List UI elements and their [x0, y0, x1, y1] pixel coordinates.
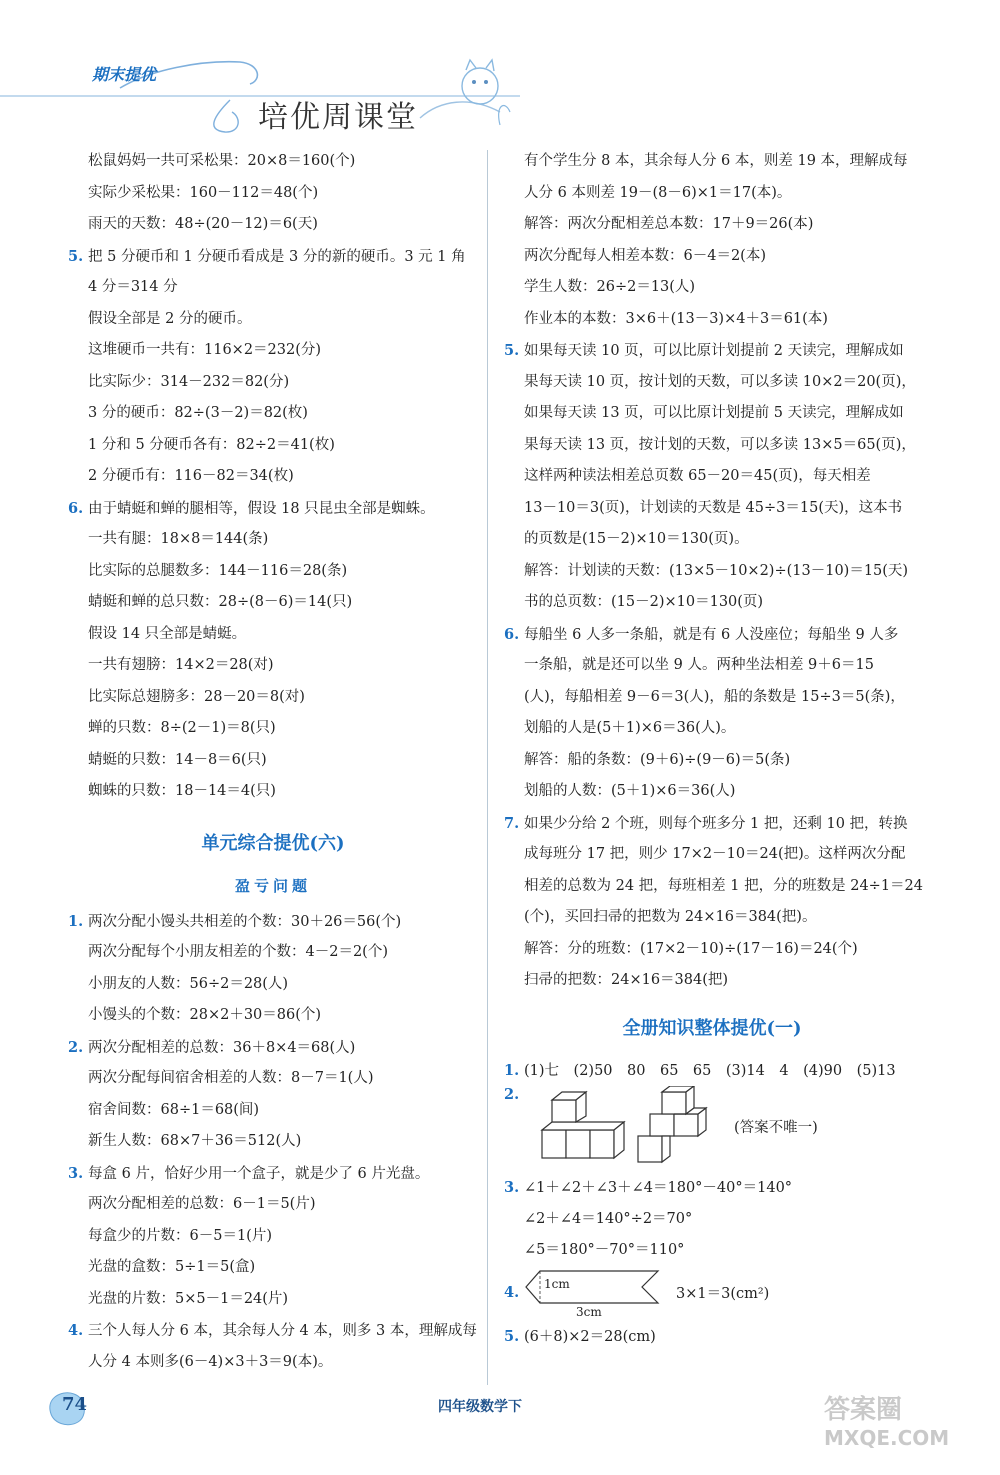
answer-line: 松鼠妈妈一共可采松果：20×8＝160(个)	[88, 153, 356, 169]
answer-line: 人分 6 本则差 19－(8－6)×1＝17(本)。	[524, 184, 792, 201]
question-number: 4.	[68, 1322, 84, 1339]
answer-line: 比实际的总腿数多：144－116＝28(条)	[88, 562, 348, 579]
answer-line: (个)，买回扫帚的把数为 24×16＝384(把)。	[524, 909, 817, 925]
question-text: 如果少分给 2 个班，则每个班多分 1 把，还剩 10 把，转换	[524, 815, 908, 832]
answer-line: 比实际总翅膀多：28－20＝8(对)	[88, 688, 305, 705]
page-title: 培优周课堂	[258, 100, 418, 135]
question-number: 5.	[504, 342, 520, 359]
question-text: 由于蜻蜓和蝉的腿相等，假设 18 只昆虫全部是蜘蛛。	[88, 500, 435, 517]
answer-line: 3 分的硬币：82÷(3－2)＝82(枚)	[88, 405, 308, 421]
question-1	[504, 1055, 920, 1087]
answer-line: 的页数是(15－2)×10＝130(页)。	[524, 531, 749, 547]
answer-line: 13－10＝3(页)，计划读的天数是 45÷3＝15(天)，这本书	[524, 499, 903, 516]
question-number: 1.	[504, 1061, 520, 1079]
answer-line: 扫帚的把数：24×16＝384(把)	[524, 972, 729, 988]
page-number: 74	[62, 1394, 88, 1415]
answer-line: 一条船，就是还可以坐 9 人。两种坐法相差 9＋6＝15	[524, 657, 874, 673]
left-column	[68, 146, 478, 1378]
answer-line: 一共有腿：18×8＝144(条)	[88, 531, 269, 547]
question-7	[504, 808, 920, 840]
section-subtitle: 盈亏问题	[234, 876, 311, 895]
question-number: 2.	[68, 1038, 84, 1056]
question-2	[68, 1032, 478, 1064]
answer-line: 相差的总数为 24 把，每班相差 1 把，分的班数是 24÷1＝24	[524, 877, 923, 894]
answer-line: 新生人数：68×7＋36＝512(人)	[88, 1133, 302, 1149]
question-3	[68, 1158, 478, 1190]
question-1	[68, 906, 478, 938]
answer-line: 蝉的只数：8÷(2－1)＝8(只)	[88, 720, 276, 736]
question-5	[504, 335, 920, 367]
answer-line: 实际少采松果：160－112＝48(个)	[88, 184, 319, 201]
answer-line: 蜘蛛的只数：18－14＝4(只)	[88, 783, 276, 799]
section-title: 单元综合提优(六)	[201, 832, 345, 854]
answer-line: 每盒少的片数：6－5＝1(片)	[88, 1227, 272, 1244]
question-text: 两次分配小馒头共相差的个数：30＋26＝56(个)	[88, 913, 402, 930]
answer-line: 有个学生分 8 本，其余每人分 6 本，则差 19 本，理解成每	[524, 153, 908, 169]
area-formula: 3×1＝3(cm²)	[676, 1286, 770, 1302]
column-divider	[487, 150, 488, 1385]
page-header	[0, 0, 1000, 150]
answer-line: ∠5＝180°－70°＝110°	[524, 1242, 685, 1258]
cube-figure	[538, 1086, 728, 1166]
watermark-text: 答案圈	[824, 1395, 903, 1425]
question-5	[504, 1321, 920, 1353]
watermark	[824, 1389, 994, 1469]
answer-line: 解答：两次分配相差总本数：17＋9＝26(本)	[524, 216, 814, 232]
question-number: 7.	[504, 814, 520, 832]
question-number: 2.	[504, 1086, 520, 1103]
right-column	[504, 146, 923, 1352]
brand-logo: 期末提优	[92, 65, 157, 84]
question-2	[504, 1086, 920, 1166]
answer-line: (人)，每船相差 9－6＝3(人)，船的条数是 15÷3＝5(条)，	[524, 688, 905, 705]
answer-line: 宿舍间数：68÷1＝68(间)	[88, 1101, 260, 1118]
answer-line: 两次分配每个小朋友相差的个数：4－2＝2(个)	[88, 944, 388, 960]
answer-line: 这样两种读法相差总页数 65－20＝45(页)，每天相差	[524, 468, 871, 484]
answer-note: (答案不唯一)	[734, 1119, 818, 1136]
watermark-url: MXQE.COM	[824, 1426, 950, 1450]
question-text: 如果每天读 10 页，可以比原计划提前 2 天读完，理解成如	[524, 343, 904, 359]
question-5	[68, 241, 478, 273]
inner-length-label: 1cm	[544, 1276, 570, 1291]
question-6	[68, 493, 478, 525]
answer-line: 两次分配每人相差本数：6－4＝2(本)	[524, 247, 766, 264]
answer-line: 书的总页数：(15－2)×10＝130(页)	[524, 594, 764, 610]
answer-line: 假设全部是 2 分的硬币。	[88, 310, 252, 327]
answer-line: 成每班分 17 把，则少 17×2－10＝24(把)。这样两次分配	[524, 846, 906, 862]
question-3	[504, 1172, 920, 1204]
answer-line: 果每天读 10 页，按计划的天数，可以多读 10×2＝20(页)，	[524, 373, 916, 390]
question-text: 把 5 分硬币和 1 分硬币看成是 3 分的新的硬币。3 元 1 角	[88, 248, 466, 265]
question-text: 每盒 6 片，恰好少用一个盒子，就是少了 6 片光盘。	[88, 1165, 430, 1182]
question-number: 5.	[504, 1327, 520, 1345]
answer-line: 蜻蜓和蝉的总只数：28÷(8－6)＝14(只)	[88, 594, 353, 610]
answer-line: 解答：船的条数：(9＋6)÷(9－6)＝5(条)	[524, 751, 791, 768]
answer-line: 划船的人数：(5＋1)×6＝36(人)	[524, 783, 736, 799]
answer-line: 果每天读 13 页，按计划的天数，可以多读 13×5＝65(页)，	[524, 436, 916, 453]
answer-line: 小朋友的人数：56÷2＝28(人)	[88, 975, 289, 992]
footer-book-title: 四年级数学下	[438, 1399, 522, 1415]
question-number: 3.	[68, 1164, 84, 1182]
question-4	[68, 1315, 478, 1347]
question-4	[504, 1267, 920, 1319]
answer-line: 作业本的本数：3×6＋(13－3)×4＋3＝61(本)	[524, 310, 828, 327]
answer-line: ∠2＋∠4＝140°÷2＝70°	[524, 1210, 693, 1227]
bottom-length-label: 3cm	[576, 1304, 602, 1319]
answer-line: 解答：计划读的天数：(13×5－10×2)÷(13－10)＝15(天)	[524, 562, 909, 579]
answer-line: 假设 14 只全部是蜻蜓。	[88, 625, 247, 642]
answer-line: 一共有翅膀：14×2＝28(对)	[88, 657, 274, 673]
answer-line: 2 分硬币有：116－82＝34(枚)	[88, 468, 294, 484]
answer-line: 两次分配每间宿舍相差的人数：8－7＝1(人)	[88, 1070, 374, 1086]
answer-line: 比实际少：314－232＝82(分)	[88, 373, 290, 390]
answer-line: 4 分＝314 分	[88, 279, 178, 295]
question-number: 3.	[504, 1179, 520, 1196]
question-number: 4.	[504, 1284, 520, 1301]
answer-line: 光盘的片数：5×5－1＝24(片)	[88, 1290, 289, 1307]
question-number: 6.	[68, 499, 84, 517]
cube-figures	[524, 1086, 728, 1166]
answer-line: 蜻蜓的只数：14－8＝6(只)	[88, 751, 267, 768]
question-number: 6.	[504, 625, 520, 643]
answer-line: 这堆硬币一共有：116×2＝232(分)	[88, 342, 322, 358]
question-text: ∠1＋∠2＋∠3＋∠4＝180°－40°＝140°	[524, 1180, 793, 1196]
answer-line: 如果每天读 13 页，可以比原计划提前 5 天读完，理解成如	[524, 405, 904, 421]
question-text: 三个人每人分 6 本，其余每人分 4 本，则多 3 本，理解成每	[88, 1323, 477, 1339]
question-number: 1.	[68, 912, 84, 930]
question-number: 5.	[68, 247, 84, 265]
answer-line: 两次分配相差的总数：6－1＝5(片)	[88, 1196, 316, 1212]
answer-line: 1 分和 5 分硬币各有：82÷2＝41(枚)	[88, 436, 335, 453]
answer-line: 雨天的天数：48÷(20－12)＝6(天)	[88, 216, 318, 232]
answer-line: 学生人数：26÷2＝13(人)	[524, 279, 696, 295]
section-title: 全册知识整体提优(一)	[622, 1017, 802, 1039]
question-text: 两次分配相差的总数：36＋8×4＝68(人)	[88, 1039, 356, 1056]
question-text: (1)七 (2)50 80 65 65 (3)14 4 (4)90 (5)13	[524, 1062, 896, 1079]
arrow-shape-figure	[524, 1267, 664, 1319]
answer-line: 划船的人是(5＋1)×6＝36(人)。	[524, 720, 736, 736]
answer-line: 人分 4 本则多(6－4)×3＋3＝9(本)。	[88, 1353, 333, 1370]
answer-line: 小馒头的个数：28×2＋30＝86(个)	[88, 1007, 322, 1023]
question-6	[504, 619, 920, 651]
answer-line: 解答：分的班数：(17×2－10)÷(17－16)＝24(个)	[524, 940, 858, 957]
question-text: (6＋8)×2＝28(cm)	[524, 1328, 656, 1345]
question-text: 每船坐 6 人多一条船，就是有 6 人没座位；每船坐 9 人多	[524, 626, 899, 643]
answer-line: 光盘的盒数：5÷1＝5(盒)	[88, 1259, 256, 1275]
